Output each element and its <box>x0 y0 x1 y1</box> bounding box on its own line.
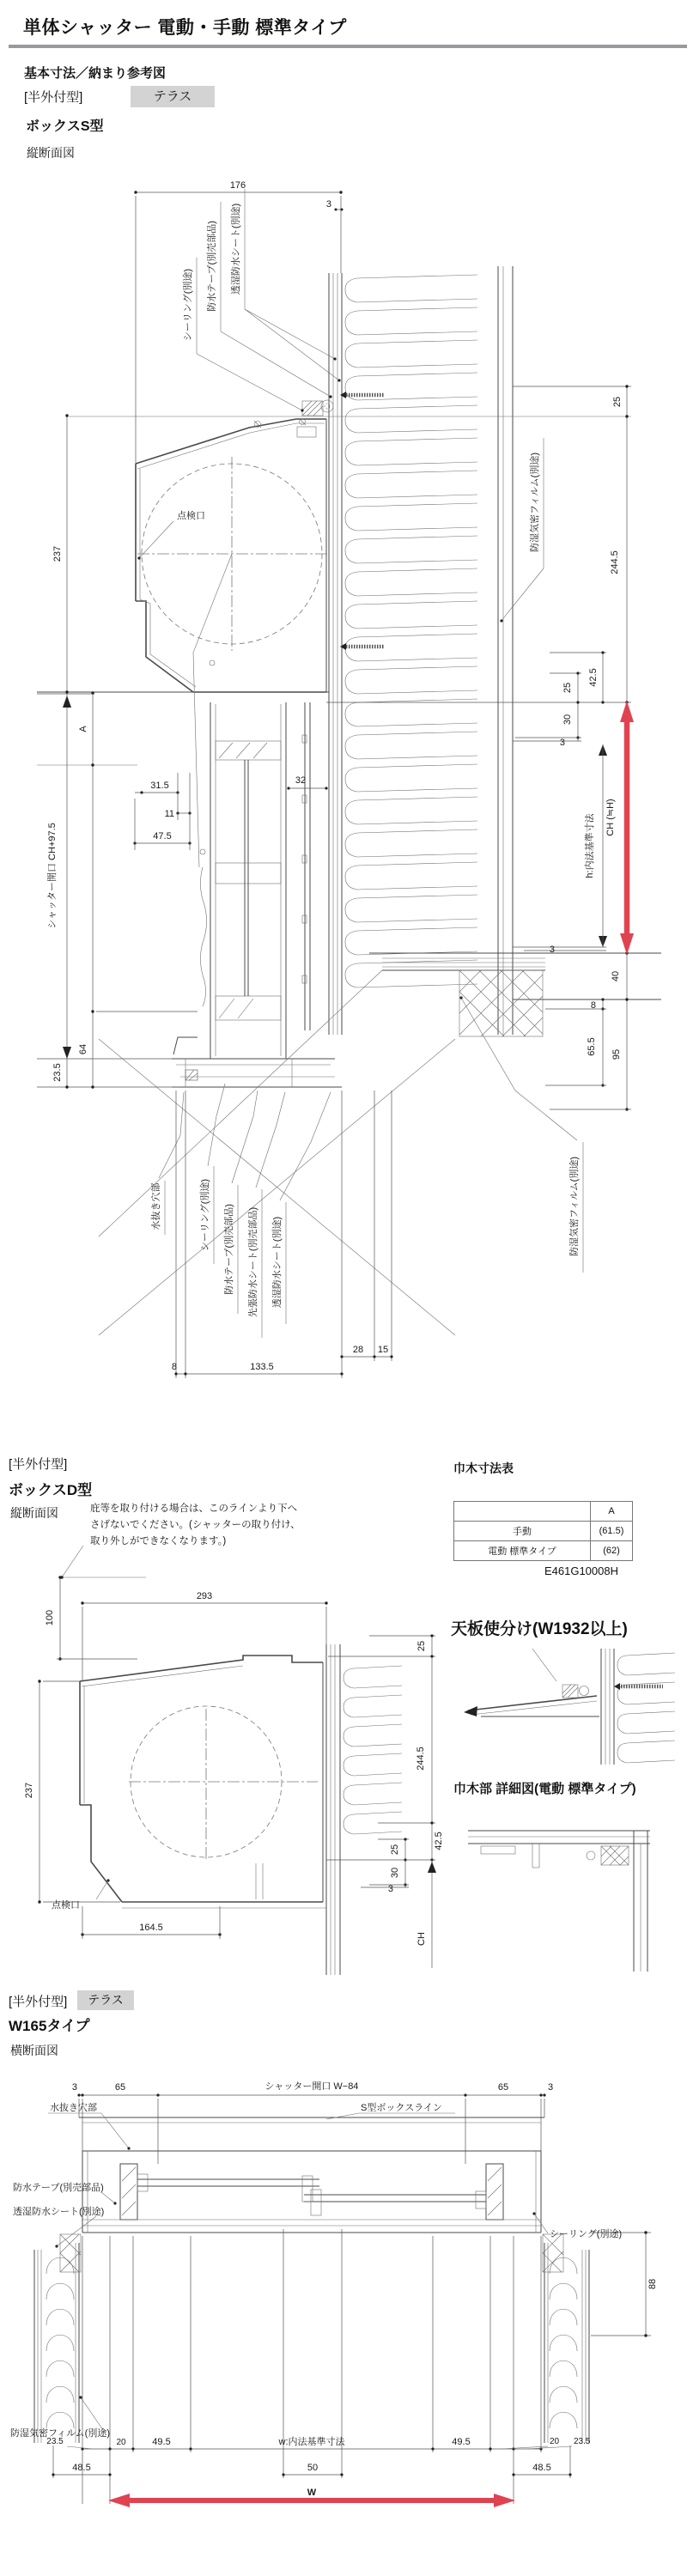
dim3-3r: 3 <box>548 2082 554 2093</box>
dim-23-5: 23.5 <box>52 1063 63 1082</box>
mount-type-label: [半外付型] <box>24 90 83 105</box>
note-line-2: さげないでください。(シャッターの取り付け、 <box>90 1520 301 1530</box>
sheet-label-3: 透湿防水シート(別途) <box>13 2207 105 2217</box>
tape-bottom-label: 防水テープ(別売部品) <box>224 1204 234 1295</box>
dim-31-5: 31.5 <box>150 781 169 791</box>
fixing-screws <box>340 392 385 650</box>
sealing-top-label: シーリング(別途) <box>183 268 193 342</box>
dim-30: 30 <box>562 714 573 726</box>
tape-top-label: 防水テープ(別売部品) <box>207 221 217 312</box>
d2-dims-main <box>24 1576 328 1939</box>
dim3-20r: 20 <box>550 2437 560 2446</box>
dim-133-5: 133.5 <box>250 1362 274 1372</box>
terrace-badge: テラス <box>131 86 215 107</box>
ch-height-arrow <box>605 701 634 955</box>
interior-board <box>498 266 513 1035</box>
inspection-leader-2 <box>96 1880 108 1899</box>
dim-25b: 25 <box>562 682 573 694</box>
frame-plan <box>82 2151 541 2233</box>
title-rule <box>9 45 687 48</box>
labels-bottom <box>149 996 583 1338</box>
dim-11: 11 <box>164 809 174 819</box>
skirt-detail <box>468 1831 650 1971</box>
box-s-label: ボックスS型 <box>26 119 104 134</box>
dim-244-5: 244.5 <box>610 550 620 574</box>
dim-3-top: 3 <box>325 199 331 210</box>
view-label-1: 縦断面図 <box>27 146 75 160</box>
dim-15: 15 <box>377 1345 389 1355</box>
dim2-ch: CH <box>416 1932 427 1946</box>
dim2-164-5: 164.5 <box>139 1923 163 1933</box>
skirt-detail-heading: 巾木部 詳細図(電動 標準タイプ) <box>453 1782 636 1796</box>
box-d <box>80 1656 326 1908</box>
diagram-w165-plan <box>0 1988 687 2555</box>
label-film-top <box>500 438 544 623</box>
dim-64: 64 <box>78 1043 88 1055</box>
view-label-3: 横断面図 <box>10 2044 58 2057</box>
window-section <box>200 702 310 1059</box>
labels-top <box>181 189 341 412</box>
skirt-table-title: 巾木寸法表 <box>453 1461 514 1475</box>
shutter-box <box>136 418 328 867</box>
dim-8b: 8 <box>171 1362 177 1372</box>
dim3-20l: 20 <box>116 2438 126 2447</box>
s-box-line-label: S型ボックスライン <box>361 2103 442 2113</box>
dim2-100: 100 <box>45 1609 55 1626</box>
diagram-box-d-section <box>0 1455 687 1979</box>
top-plate-detail <box>464 1649 675 1765</box>
dim-42-5: 42.5 <box>588 668 599 687</box>
wall-left-plan <box>34 2234 81 2443</box>
w-width-arrow <box>108 2488 515 2507</box>
dim-47-5: 47.5 <box>153 831 172 841</box>
w165-label: W165タイプ <box>9 2018 90 2034</box>
drain-leader-3 <box>101 2113 129 2148</box>
sheet-top-label: 透湿防水シート(別途) <box>231 203 241 295</box>
wall-insulation <box>345 275 477 987</box>
film-top-label: 防湿気密フィルム(別途) <box>530 452 540 553</box>
dim3-50: 50 <box>307 2463 319 2473</box>
presheet-label: 先張防水シート(別売部品) <box>248 1206 258 1318</box>
dim3-3l: 3 <box>71 2082 77 2093</box>
inspection-leader <box>139 521 173 558</box>
note-leader <box>62 1546 146 1577</box>
seal-label-3: シーリング(別途) <box>550 2229 623 2239</box>
d2-dims-right <box>326 1634 444 1968</box>
drawing-code: E461G10008H <box>544 1564 618 1577</box>
dim3-49-5l: 49.5 <box>152 2437 171 2447</box>
drain-hole-label-3: 水抜き穴部 <box>50 2103 97 2113</box>
mount-type-label-3: [半外付型] <box>9 1995 68 2009</box>
dim-3b: 3 <box>549 945 555 955</box>
dim3-65r: 65 <box>497 2082 509 2093</box>
skirt-row2-val: (62) <box>591 1541 633 1561</box>
dim-65-5: 65.5 <box>587 1037 597 1056</box>
page-title: 単体シャッター 電動・手動 標準タイプ <box>23 18 347 38</box>
dim3-23-5r: 23.5 <box>574 2437 591 2446</box>
dim-28: 28 <box>352 1345 364 1355</box>
dim3-w: W <box>307 2488 317 2498</box>
dim3-48-5l: 48.5 <box>72 2463 91 2473</box>
dim2-25: 25 <box>416 1640 427 1652</box>
dim3-opening: シャッター開口 W−84 <box>264 2081 359 2092</box>
film-label-3: 防湿気密フィルム(別途) <box>10 2428 111 2439</box>
sheet-bottom-label: 透湿防水シート(別途) <box>272 1216 283 1309</box>
dim-32: 32 <box>295 775 307 786</box>
terrace-badge-3: テラス <box>77 1990 134 2010</box>
dim3-88: 88 <box>647 2278 658 2290</box>
d2-wall <box>326 1644 402 1975</box>
note-line-3: 取り外しができなくなります。) <box>90 1536 227 1546</box>
dim2-293: 293 <box>196 1591 213 1601</box>
dim-shutter-opening: シャッター開口 CH+97.5 <box>47 823 58 929</box>
dim-A: A <box>78 726 88 732</box>
skirt-row1-val: (61.5) <box>591 1522 633 1541</box>
inspection-port-label-2: 点検口 <box>52 1900 80 1911</box>
dim-3a: 3 <box>559 738 565 748</box>
dim2-42-5: 42.5 <box>434 1832 444 1850</box>
dim3-48-5r: 48.5 <box>532 2463 551 2473</box>
section-subtitle: 基本寸法／納まり参考図 <box>24 66 167 81</box>
wall-right-plan <box>543 2234 589 2443</box>
d3-dims-bottom <box>46 2229 591 2504</box>
dim3-w-base: w:内法基準寸法 <box>278 2437 345 2447</box>
dim-8: 8 <box>590 1000 596 1011</box>
wall-siding <box>329 273 342 1035</box>
dim-95: 95 <box>611 1048 622 1060</box>
dim3-49-5r: 49.5 <box>452 2437 471 2447</box>
tape-leader-3 <box>101 2192 115 2203</box>
drain-hole-label: 水抜き穴部 <box>151 1182 161 1230</box>
dim2-3: 3 <box>387 1884 393 1894</box>
sheet-leader-3 <box>57 2216 96 2246</box>
dim-176: 176 <box>229 180 246 191</box>
dim-h-base: h:内法基準寸法 <box>585 813 595 878</box>
mount-type-label-2: [半外付型] <box>9 1457 68 1472</box>
tape-label-3: 防水テープ(別売部品) <box>13 2183 104 2193</box>
inspection-port-label: 点検口 <box>177 511 205 521</box>
dim-25: 25 <box>612 396 623 408</box>
diagram-box-s-section <box>0 120 687 1443</box>
dim2-237: 237 <box>24 1782 34 1799</box>
film-bottom-label: 防湿気密フィルム(別途) <box>569 1156 580 1257</box>
s-box-line-leader <box>326 2113 359 2119</box>
top-plate-heading: 天板使分け(W1932以上) <box>451 1620 628 1638</box>
box-d-label: ボックスD型 <box>9 1482 93 1498</box>
d3-dim-88 <box>591 2231 658 2336</box>
sealing-bottom-label: シーリング(別途) <box>200 1178 210 1252</box>
dim2-244-5: 244.5 <box>416 1747 426 1771</box>
note-line-1: 庇等を取り付ける場合は、このラインより下へ <box>90 1504 298 1514</box>
dim3-23-5l: 23.5 <box>46 2437 64 2446</box>
film-leader-3 <box>81 2397 105 2433</box>
view-label-2: 縦断面図 <box>10 1506 58 1520</box>
dim2-30: 30 <box>390 1867 400 1879</box>
dim-237: 237 <box>52 545 63 562</box>
skirt-row2-name: 電動 標準タイプ <box>454 1541 591 1561</box>
dim-ch: CH (≒H) <box>605 799 616 836</box>
skirt-col-a: A <box>591 1502 633 1522</box>
dim3-65l: 65 <box>114 2082 126 2093</box>
floor-structure <box>99 953 661 1335</box>
sill-section <box>172 1037 342 1087</box>
skirt-row1-name: 手動 <box>454 1522 591 1541</box>
dim-40: 40 <box>611 970 621 982</box>
dim2-25b: 25 <box>390 1844 400 1856</box>
dim-right <box>326 385 631 1110</box>
